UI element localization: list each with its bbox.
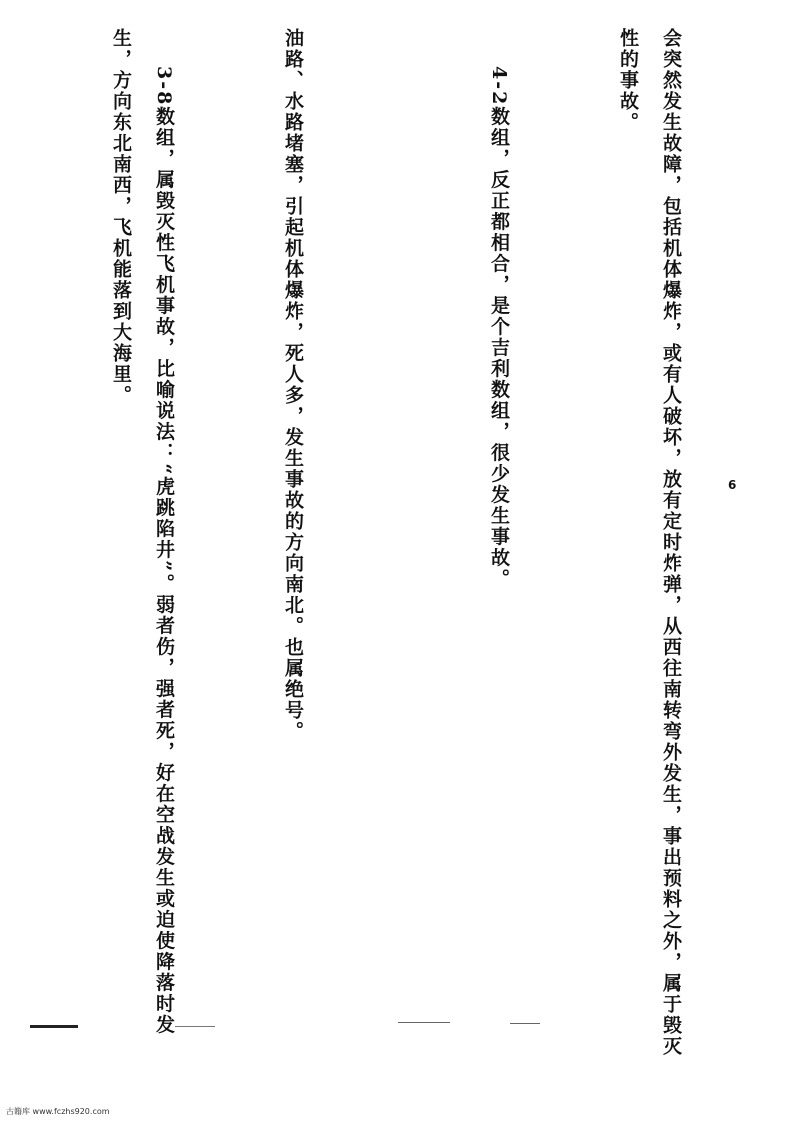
- page-number: 6: [728, 478, 737, 492]
- footer-watermark: 古籍库 www.fczhs920.com: [6, 1107, 110, 1116]
- scan-artifact-mark: [398, 1022, 450, 1023]
- scan-artifact-mark: [175, 1026, 215, 1027]
- scan-artifact-mark: [510, 1023, 540, 1024]
- paragraph-r0: 会突然发生故障，包括机体爆炸，或有人破坏，放有定时炸弹，从西往南转弯外发生，事出预料之外，属于毁灭性的事故。: [617, 28, 682, 1057]
- right-text-column: [408, 28, 778, 1068]
- scan-artifact-mark: [30, 1025, 78, 1028]
- paragraph-r1: 4-2数组，反正都相合，是个吉利数组，很少发生事故。: [488, 66, 510, 590]
- paragraph-l1: 3-8数组，属毁灭性飞机事故，比喻说法：“虎跳陷井”。弱者伤，强者死，好在空战发生或迫使降落时发生，方向东北南西，飞机能落到大海里。: [110, 28, 175, 1036]
- paragraph-l0: 油路、水路堵塞，引起机体爆炸，死人多，发生事故的方向南北。也属绝号。: [282, 28, 304, 742]
- left-text-column: [20, 28, 400, 1038]
